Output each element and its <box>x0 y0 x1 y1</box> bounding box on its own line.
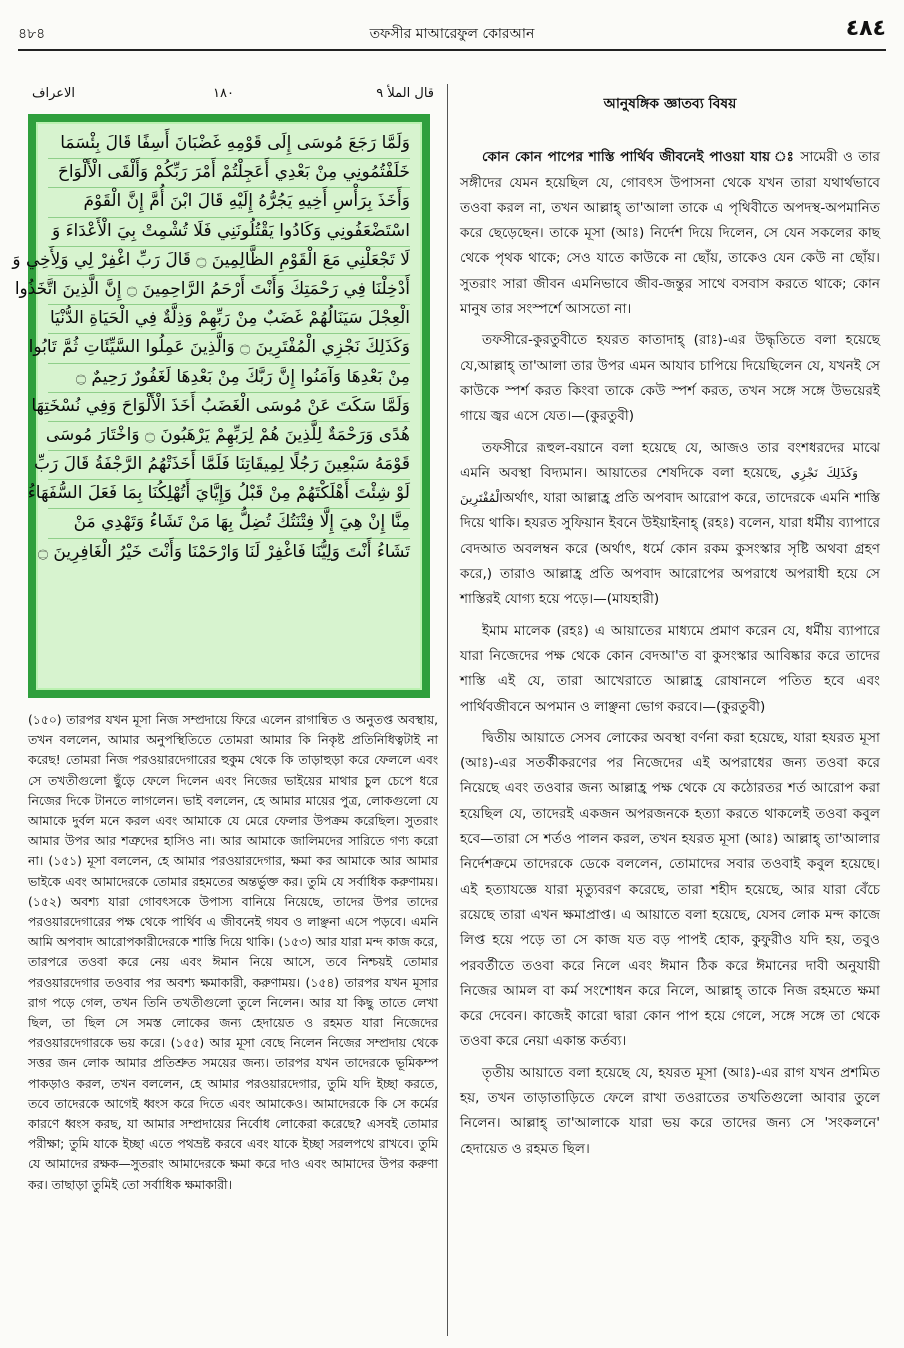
running-title: তফসীর মাআরেফুল কোরআন <box>369 26 535 42</box>
page-header <box>18 8 886 44</box>
quran-verse-frame <box>12 114 430 698</box>
verse-line: مِنَّا إِنْ هِيَ إِلَّا فِتْنَتُكَ تُضِلُّ بِهَا مَنْ تَشَاءُ وَتَهْدِي مَنْ <box>48 509 410 538</box>
verse-line: الْعِجْلَ سَيَنَالُهُمْ غَضَبٌ مِنْ رَبِّهِمْ وَذِلَّةٌ فِي الْحَيَاةِ الدُّنْيَا <box>48 305 410 334</box>
left-column <box>12 84 438 1192</box>
juz-name: قال الملأ ٩ <box>376 86 434 101</box>
surah-header <box>28 84 438 108</box>
header-rule <box>18 49 886 51</box>
verse-line: وَلَمَّا سَكَتَ عَنْ مُوسَى الْغَضَبُ أَخَذَ الْأَلْوَاحَ وَفِي نُسْخَتِهَا <box>48 393 410 422</box>
verse-line: وَلَمَّا رَجَعَ مُوسَى إِلَى قَوْمِهِ غَضْبَانَ أَسِفًا قَالَ بِئْسَمَا <box>48 130 410 159</box>
page-number-left: ৪৮৪ <box>18 26 46 42</box>
verse-panel <box>12 122 422 690</box>
right-column <box>460 92 880 1168</box>
verse-line: مِنْ بَعْدِهَا وَآمَنُوا إِنَّ رَبَّكَ مِنْ بَعْدِهَا لَغَفُورٌ رَحِيمٌ ۝ <box>48 364 410 393</box>
verse-line: لَوْ شِئْتَ أَهْلَكْتَهُمْ مِنْ قَبْلُ وَإِيَّايَ أَتُهْلِكُنَا بِمَا فَعَلَ السُّفَهَاءُ <box>48 480 410 509</box>
verse-line: قَوْمَهُ سَبْعِينَ رَجُلًا لِمِيقَاتِنَا فَلَمَّا أَخَذَتْهُمُ الرَّجْفَةُ قَالَ رَبِّ <box>48 451 410 480</box>
verse-line: هُدًى وَرَحْمَةٌ لِلَّذِينَ هُمْ لِرَبِّهِمْ يَرْهَبُونَ ۝ وَاخْتَارَ مُوسَى <box>48 422 410 451</box>
paragraph-2: তফসীরে-কুরতুবীতে হযরত কাতাদাহ্ (রাঃ)-এর উদ্ধৃতিতে বলা হয়েছে যে,আল্লাহ্ তা'আলা তার উপর এমন আযাব চাপিয়ে দিয়েছিলেন যে, যখনই সে কাউকে স্পর্শ করত কিংবা তাকে কেউ স্পর্শ করত, তখন সঙ্গে সঙ্গে উভয়েরই গায়ে জ্বর এসে যেত।—(কুরতুবী) <box>460 332 880 425</box>
verse-line: خَلَفْتُمُونِي مِنْ بَعْدِي أَعَجِلْتُمْ أَمْرَ رَبِّكُمْ وَأَلْقَى الْأَلْوَاحَ <box>48 159 410 188</box>
verse-line: أَدْخِلْنَا فِي رَحْمَتِكَ وَأَنْتَ أَرْحَمُ الرَّاحِمِينَ ۝ إِنَّ الَّذِينَ اتَّخَذُوا <box>48 276 410 305</box>
section-heading: আনুষঙ্গিক জ্ঞাতব্য বিষয় <box>603 96 737 112</box>
paragraph-5: দ্বিতীয় আয়াতে সেসব লোকের অবস্থা বর্ণনা করা হয়েছে, যারা হযরত মূসা (আঃ)-এর সতর্কীকরণের পর নিজেদের এই অপরাধের জন্য তওবা করে নিয়েছে এবং তওবার জন্য আল্লাহ্র পক্ষ থেকে যে কঠোরতর শর্ত আরোপ করা হয়েছিল যে, তাদেরই একজন অপরজনকে হত্যা করতে থাকলেই তওবা কবুল হবে—তারা সে শর্তও পালন করল, তখন হযরত মূসা (আঃ) আল্লাহ্ তা'আলার নির্দেশক্রমে তাদেরকে ডেকে বললেন, তোমাদের সবার তওবাই কবুল হয়েছে। এই হত্যাযজ্ঞে যারা মৃত্যুবরণ করেছে, তারা শহীদ হয়েছে, আর যারা বেঁচে রয়েছে তারা এখন ক্ষমাপ্রাপ্ত। এ আয়াতে বলা হয়েছে, যেসব লোক মন্দ কাজে লিপ্ত হয়ে পড়ে তা সে কাজ যত বড় পাপই হোক, কুফুরীও যদি হয়, তবুও পরবর্তীতে তওবা করে নিলে এবং ঈমান ঠিক করে ঈমানের দাবী অনুযায়ী নিজের আমল বা কর্ম সংশোধন করে নিলে, আল্লাহ্ তাকে নিজ রহমতে ক্ষমা করে দেবেন। কাজেই কারো দ্বারা কোন পাপ হয়ে গেলে, সঙ্গে সঙ্গে তা থেকে তওবা করে নেয়া একান্ত কর্তব্য। <box>460 729 880 1050</box>
paragraph-3-start: তফসীরে রূহুল-বয়ানে বলা হয়েছে যে, আজও তার বংশধরদের মাঝে এমনি অবস্থা বিদ্যমান। আয়াতের শেষদিকে বলা হয়েছে, <box>460 439 880 481</box>
surah-name: الاعراف <box>32 86 76 101</box>
inline-arabic-quote: وَكَذَلِكَ نَجْزِي الْمُفْتَرِينَ <box>460 465 858 506</box>
verse-line: تَشَاءُ أَنْتَ وَلِيُّنَا فَاغْفِرْ لَنَا وَارْحَمْنَا وَأَنْتَ خَيْرُ الْغَافِرِينَ ۝ <box>38 541 410 562</box>
verse-marker: ١٨٠ <box>213 86 234 101</box>
paragraph-3-end: অর্থাৎ, যারা আল্লাহ্র প্রতি অপবাদ আরোপ করে, তাদেরকে এমনি শাস্তি দিয়ে থাকি। হযরত সুফিয়ান ইবনে উইয়াইনাহ্ (রহঃ) বলেন, যারা ধর্মীয় ব্যাপারে বেদআত অবলম্বন করে (অর্থাৎ, ধর্মে কোন রকম কুসংস্কার সৃষ্টি অথবা গ্রহণ করে,) তারাও আল্লাহ্র প্রতি অপবাদ আরোপের অপরাধে অপরাধী হয়ে সে শাস্তিরই যোগ্য হয়ে পড়ে।—(মাযহারী) <box>460 490 880 608</box>
verse-line: وَكَذَلِكَ نَجْزِي الْمُفْتَرِينَ ۝ وَالَّذِينَ عَمِلُوا السَّيِّئَاتِ ثُمَّ تَابُوا <box>48 334 410 363</box>
paragraph-3 <box>460 436 880 613</box>
paragraph-1-lead: কোন কোন পাপের শাস্তি পার্থিব জীবনেই পাওয়া যায় ঃ <box>482 149 795 166</box>
column-divider <box>447 84 448 1336</box>
paragraph-1 <box>460 145 880 322</box>
page-number-right: ٤٨٤ <box>845 16 886 41</box>
verse-line: وَأَخَذَ بِرَأْسِ أَخِيهِ يَجُرُّهُ إِلَيْهِ قَالَ ابْنَ أُمَّ إِنَّ الْقَوْمَ <box>48 188 410 217</box>
bengali-translation: (১৫০) তারপর যখন মূসা নিজ সম্প্রদায়ে ফিরে এলেন রাগান্বিত ও অনুতপ্ত অবস্থায়, তখন বললেন, আমার অনুপস্থিতিতে তোমরা আমার কি নিকৃষ্ট প্রতিনিধিত্বটাই না করেছ! তোমরা নিজ পরওয়ারদেগারের হুকুম থেকে কি তাড়াহুড়া করে ফেললে এবং সে তখতীগুলো ছুঁড়ে ফেলে দিলেন এবং নিজের ভাইয়ের মাথার চুল চেপে ধরে নিজের দিকে টানতে লাগলেন। ভাই বললেন, হে আমার মায়ের পুত্র, লোকগুলো যে আমাকে দুর্বল মনে করল এবং আমাকে যে মেরে ফেলার উপক্রম করেছিল। সুতরাং আমার উপর আর শত্রুদের হাসিও না। আর আমাকে জালিমদের সারিতে গণ্য করো না। (১৫১) মূসা বললেন, হে আমার পরওয়ারদেগার, ক্ষমা কর আমাকে আর আমার ভাইকে এবং আমাদেরকে তোমার রহমতের অন্তর্ভুক্ত কর। তুমি যে সর্বাধিক করুণাময়। (১৫২) অবশ্য যারা গোবৎসকে উপাস্য বানিয়ে নিয়েছে, তাদের উপর তাদের পরওয়ারদেগারের পক্ষ থেকে পার্থিব এ জীবনেই গযব ও লাঞ্ছনা এসে পড়বে। এমনি আমি অপবাদ আরোপকারীদেরকে শাস্তি দিয়ে থাকি। (১৫৩) আর যারা মন্দ কাজ করে, তারপরে তওবা করে নেয় এবং ঈমান নিয়ে আসে, তবে নিশ্চয়ই তোমার পরওয়ারদেগার তওবার পর অবশ্য ক্ষমাকারী, করুণাময়। (১৫৪) তারপর যখন মূসার রাগ পড়ে গেল, তখন তিনি তখতীগুলো তুলে নিলেন। আর যা কিছু তাতে লেখা ছিল, তা ছিল সে সমস্ত লোকের জন্য হেদায়েত ও রহমত যারা নিজেদের পরওয়ারদেগারকে ভয় করে। (১৫৫) আর মূসা বেছে নিলেন নিজের সম্প্রদায় থেকে সত্তর জন লোক আমার প্রতিশ্রুত সময়ের জন্য। তারপর যখন তাদেরকে ভূমিকম্প পাকড়াও করল, তখন বললেন, হে আমার পরওয়ারদেগার, তুমি যদি ইচ্ছা করতে, তবে তাদেরকে আগেই ধ্বংস করে দিতে এবং আমাকেও। আমাদেরকে কি সে কর্মের কারণে ধ্বংস করছ, যা আমার সম্প্রদায়ের নির্বোধ লোকেরা করেছে? এসবই তোমার পরীক্ষা; তুমি যাকে ইচ্ছা এতে পথভ্রষ্ট করবে এবং যাকে ইচ্ছা সরলপথে রাখবে। তুমি যে আমাদের রক্ষক—সুতরাং আমাদেরকে ক্ষমা করে দাও এবং আমাদের উপর করুণা কর। তাছাড়া তুমিই তো সর্বাধিক ক্ষমাকারী। <box>28 713 438 1192</box>
verse-line: لَا تَجْعَلْنِي مَعَ الْقَوْمِ الظَّالِمِينَ ۝ قَالَ رَبِّ اغْفِرْ لِي وَلِأَخِي وَ <box>48 247 410 276</box>
paragraph-4: ইমাম মালেক (রহঃ) এ আয়াতের মাধ্যমে প্রমাণ করেন যে, ধর্মীয় ব্যাপারে যারা নিজেদের পক্ষ থেকে কোন বেদআ'ত বা কুসংস্কার আবিষ্কার করে তাদের শাস্তি এই যে, তারা আখেরাতে আল্লাহ্র রোষানলে পতিত হবে এবং পার্থিবজীবনে অপমান ও লাঞ্ছনা ভোগ করবে।—(কুরতুবী) <box>460 622 880 715</box>
verse-line: اسْتَضْعَفُونِي وَكَادُوا يَقْتُلُونَنِي فَلَا تُشْمِتْ بِيَ الْأَعْدَاءَ وَ <box>48 218 410 247</box>
paragraph-1-body: সামেরী ও তার সঙ্গীদের যেমন হয়েছিল যে, গোবৎস উপাসনা থেকে যখন তারা যথার্থভাবে তওবা করল না, তখন আল্লাহ্ তা'আলা তাকে এ পৃথিবীতে অপদস্থ-অপমানিত করে ছেড়েছেন। তাকে মূসা (আঃ) নির্দেশ দিয়ে দিলেন, সে যেন সকলের কাছ থেকে পৃথক থাকে; সেও যাতে কাউকে না ছোঁয়, তাকেও যেন কেউ না ছোঁয়। সুতরাং সারা জীবন এমনিভাবে জীব-জন্তুর সাথে বসবাস করতে থাকে; কোন মানুষ তার সংস্পর্শে আসতো না। <box>460 149 880 318</box>
paragraph-6: তৃতীয় আয়াতে বলা হয়েছে যে, হযরত মূসা (আঃ)-এর রাগ যখন প্রশমিত হয়, তখন তাড়াতাড়িতে ফেলে রাখা তওরাতের তখতিগুলো আবার তুলে নিলেন। আল্লাহ্ তা'আলাকে যারা ভয় করে তাদের জন্য সে 'সংকলনে' হেদায়েত ও রহমত ছিল। <box>460 1064 880 1157</box>
